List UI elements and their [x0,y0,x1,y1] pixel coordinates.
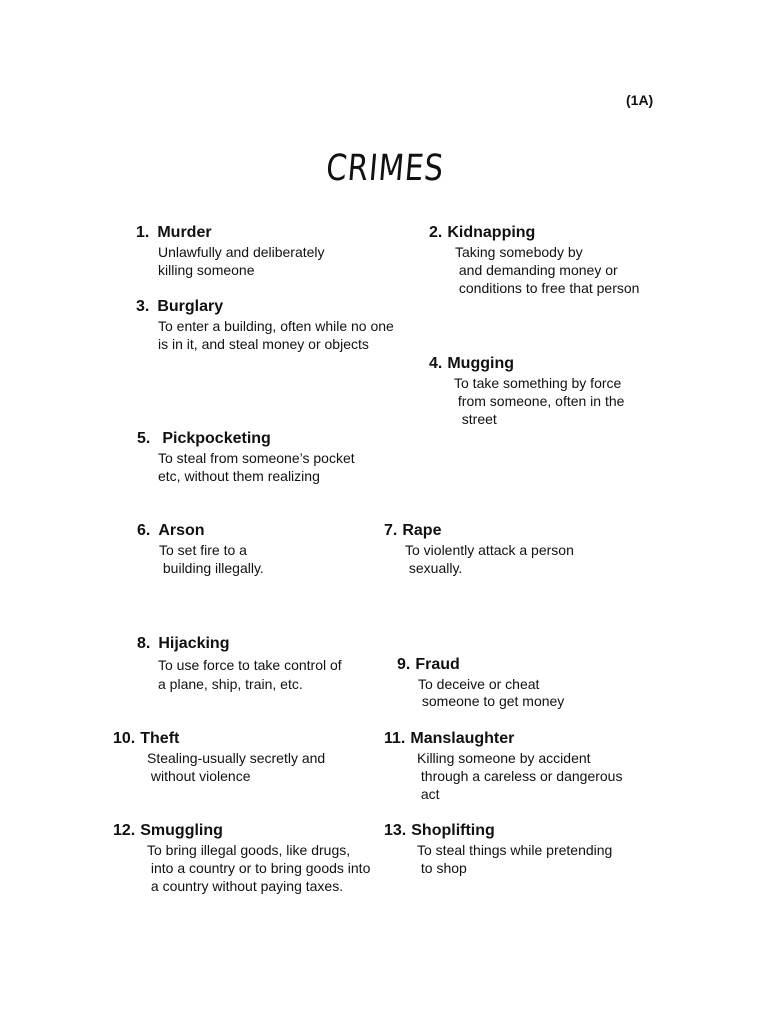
crime-number: 11. [384,730,406,747]
crime-number: 12. [113,822,136,839]
crime-heading [384,821,495,840]
crime-desc-line: To violently attack a person [405,542,574,558]
crime-desc-line: street [454,411,497,427]
crime-number: 9. [397,656,411,673]
crime-desc-line: To steal from someone’s pocket [158,450,355,466]
crime-number: 10. [113,730,136,747]
crime-name: Fraud [415,656,460,673]
crime-desc-line: to shop [417,860,467,876]
crime-name: Murder [157,224,212,241]
crime-desc-line: through a careless or dangerous [417,768,623,784]
crime-number: 2. [429,224,443,241]
crime-number: 7. [384,522,398,539]
crime-heading [137,634,229,653]
crime-desc-line: building illegally. [159,560,264,576]
crime-number: 1. [136,224,150,241]
crime-desc-line: someone to get money [418,693,565,709]
crime-name: Shoplifting [411,822,495,839]
crime-desc-line: into a country or to bring goods into [147,860,371,876]
page-title: CRIMES [324,148,446,189]
crime-name: Manslaughter [410,730,515,747]
crime-number: 3. [136,298,150,315]
crime-name: Hijacking [158,635,230,652]
crime-desc-line: To steal things while pretending [417,842,613,858]
crime-heading [113,729,179,748]
crime-desc-line: a country without paying taxes. [147,878,344,894]
crime-desc-line: Unlawfully and deliberately [158,244,325,260]
crime-number: 6. [137,522,151,539]
crime-name: Mugging [447,355,514,372]
crime-desc-line: and demanding money or [455,262,618,278]
crime-name: Burglary [157,298,224,315]
crime-desc-line: is in it, and steal money or objects [158,336,369,352]
crime-heading [429,223,535,242]
crime-desc-line: To set fire to a [159,542,247,558]
crime-desc-line: To enter a building, often while no one [158,318,394,334]
crime-heading [397,655,460,674]
crime-name: Pickpocketing [162,430,271,447]
crime-desc-line: from someone, often in the [454,393,625,409]
crime-heading [384,521,441,540]
crime-desc-line: conditions to free that person [455,280,640,296]
crime-desc-line: To bring illegal goods, like drugs, [147,842,351,858]
crime-name: Rape [402,522,442,539]
crime-desc-line: Taking somebody by [455,244,583,260]
crime-number: 8. [137,635,151,652]
page-label: (1A) [626,92,654,108]
crime-desc-line: Killing someone by accident [417,750,591,766]
crime-name: Theft [140,730,180,747]
crime-desc-line: To use force to take control of [158,657,342,673]
crime-number: 4. [429,355,443,372]
crime-desc-line: etc, without them realizing [158,468,320,484]
crime-heading [136,223,212,242]
crime-name: Kidnapping [447,224,536,241]
crime-desc-line: To deceive or cheat [418,676,540,692]
crime-desc-line: a plane, ship, train, etc. [158,676,303,692]
crime-heading [137,521,205,540]
crime-name: Arson [158,522,205,539]
crime-number: 5. [137,430,151,447]
crime-desc-line: killing someone [158,262,255,278]
crime-name: Smuggling [140,822,223,839]
crime-heading [136,297,223,316]
crime-desc-line: To take something by force [454,375,622,391]
crime-desc-line: Stealing-usually secretly and [147,750,326,766]
crime-desc-line: without violence [147,768,251,784]
crime-desc-line: sexually. [405,560,463,576]
crime-heading [429,354,514,373]
crime-heading [137,429,271,448]
crime-number: 13. [384,822,407,839]
crime-heading [113,821,223,840]
crime-heading [384,729,514,748]
crime-desc-line: act [417,786,440,802]
